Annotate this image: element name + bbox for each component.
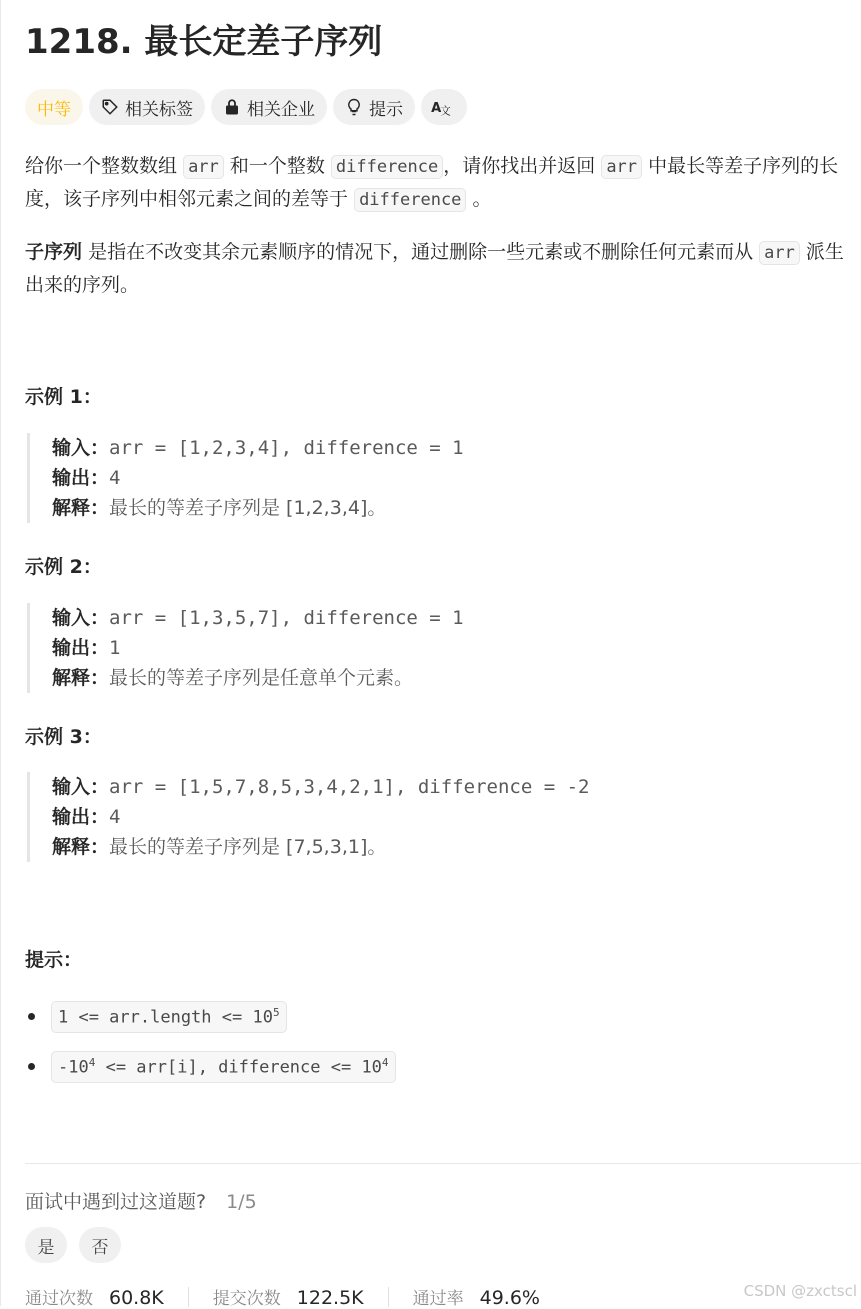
text: 是指在不改变其余元素顺序的情况下，通过删除一些元素或不删除任何元素而从 [88, 241, 754, 263]
description-paragraph-2 [25, 236, 845, 301]
subsequence-term: 子序列 [25, 241, 83, 263]
text: 。 [472, 188, 492, 210]
exponent: 4 [88, 1056, 96, 1069]
watermark: CSDN @zxctscl [743, 1282, 857, 1300]
output-value: 1 [109, 637, 121, 659]
example-2-title: 示例 2： [25, 556, 102, 578]
explain-label: 解释： [52, 667, 110, 689]
topics-tag-button[interactable] [89, 89, 205, 125]
example-3-block [27, 772, 589, 862]
yes-button[interactable]: 是 [25, 1227, 67, 1263]
acceptance-rate-stat [413, 1284, 540, 1309]
inline-code: difference [354, 188, 466, 212]
explain-label: 解释： [52, 497, 110, 519]
output-value: 4 [109, 806, 121, 828]
constraint-code-1 [51, 1001, 287, 1033]
lightbulb-icon [345, 98, 363, 116]
stat-label: 通过次数 [25, 1289, 93, 1309]
divider [25, 1163, 861, 1164]
no-button[interactable]: 否 [79, 1227, 121, 1263]
input-value: arr = [1,3,5,7], difference = 1 [109, 607, 464, 629]
explain-value: 最长的等差子序列是 [1,2,3,4]。 [109, 497, 387, 519]
constraints-title: 提示： [25, 949, 83, 971]
topics-tag-label: 相关标签 [125, 99, 193, 120]
output-label: 输出： [52, 637, 110, 659]
inline-code: arr [601, 155, 642, 179]
input-label: 输入： [52, 437, 110, 459]
output-label: 输出： [52, 806, 110, 828]
interview-progress: 1/5 [226, 1191, 257, 1213]
stat-value: 60.8K [109, 1287, 164, 1309]
difficulty-badge[interactable]: 中等 [25, 89, 83, 125]
inline-code: difference [331, 155, 443, 179]
interview-answer-group [25, 1227, 121, 1263]
input-label: 输入： [52, 776, 110, 798]
stat-value: 122.5K [296, 1287, 364, 1309]
hint-label: 提示 [369, 99, 403, 120]
example-3-title: 示例 3： [25, 726, 102, 748]
lock-icon [223, 98, 241, 116]
text: 中最长等差子序列的长度，该子序列中相邻元素之间的差等于 [25, 155, 839, 210]
constraint-text: 1 <= arr.length <= 10 [58, 1007, 273, 1028]
constraint-text: -10 [58, 1057, 89, 1078]
companies-tag-label: 相关企业 [247, 99, 315, 120]
bullet-dot [28, 1063, 35, 1070]
explain-label: 解释： [52, 836, 110, 858]
example-1-block [27, 433, 464, 523]
text: ，请你找出并返回 [443, 155, 596, 177]
explain-value: 最长的等差子序列是 [7,5,3,1]。 [109, 836, 387, 858]
exponent: 4 [381, 1056, 389, 1069]
tag-bar [25, 89, 467, 125]
stats-bar [25, 1284, 540, 1309]
explain-value: 最长的等差子序列是任意单个元素。 [109, 667, 414, 689]
text: 给你一个整数数组 [25, 155, 178, 177]
stat-value: 49.6% [479, 1287, 540, 1309]
tag-icon [101, 98, 119, 116]
constraint-item-2 [25, 1051, 396, 1083]
output-label: 输出： [52, 467, 110, 489]
hint-button[interactable] [333, 89, 415, 125]
svg-text:文: 文 [440, 104, 451, 116]
inline-code: arr [183, 155, 224, 179]
bullet-dot [28, 1013, 35, 1020]
constraint-text: <= arr[i], difference <= 10 [95, 1057, 382, 1078]
interview-question-text: 面试中遇到过这道题? [25, 1191, 207, 1213]
example-2-block [27, 603, 464, 693]
stat-separator [388, 1287, 389, 1307]
output-value: 4 [109, 467, 121, 489]
example-1-title: 示例 1： [25, 386, 102, 408]
exponent: 5 [272, 1006, 280, 1019]
stat-separator [188, 1287, 189, 1307]
svg-text:A: A [431, 100, 442, 116]
input-value: arr = [1,5,7,8,5,3,4,2,1], difference = -2 [109, 776, 590, 798]
input-value: arr = [1,2,3,4], difference = 1 [109, 437, 464, 459]
description-paragraph-1 [25, 150, 845, 216]
stat-label: 提交次数 [212, 1289, 281, 1309]
companies-tag-button[interactable] [211, 89, 327, 125]
translate-button[interactable] [421, 89, 467, 125]
input-label: 输入： [52, 607, 110, 629]
stat-label: 通过率 [412, 1289, 464, 1309]
interview-question [25, 1187, 257, 1214]
inline-code: arr [759, 241, 800, 265]
submissions-stat [213, 1284, 364, 1309]
text: 和一个整数 [229, 155, 325, 177]
constraint-code-2 [51, 1051, 396, 1083]
text: 派生出来的序列。 [25, 241, 844, 296]
translate-icon [431, 98, 451, 116]
constraint-item-1 [25, 1001, 287, 1033]
accepted-stat [25, 1284, 164, 1309]
problem-title: 1218. 最长定差子序列 [25, 22, 383, 62]
